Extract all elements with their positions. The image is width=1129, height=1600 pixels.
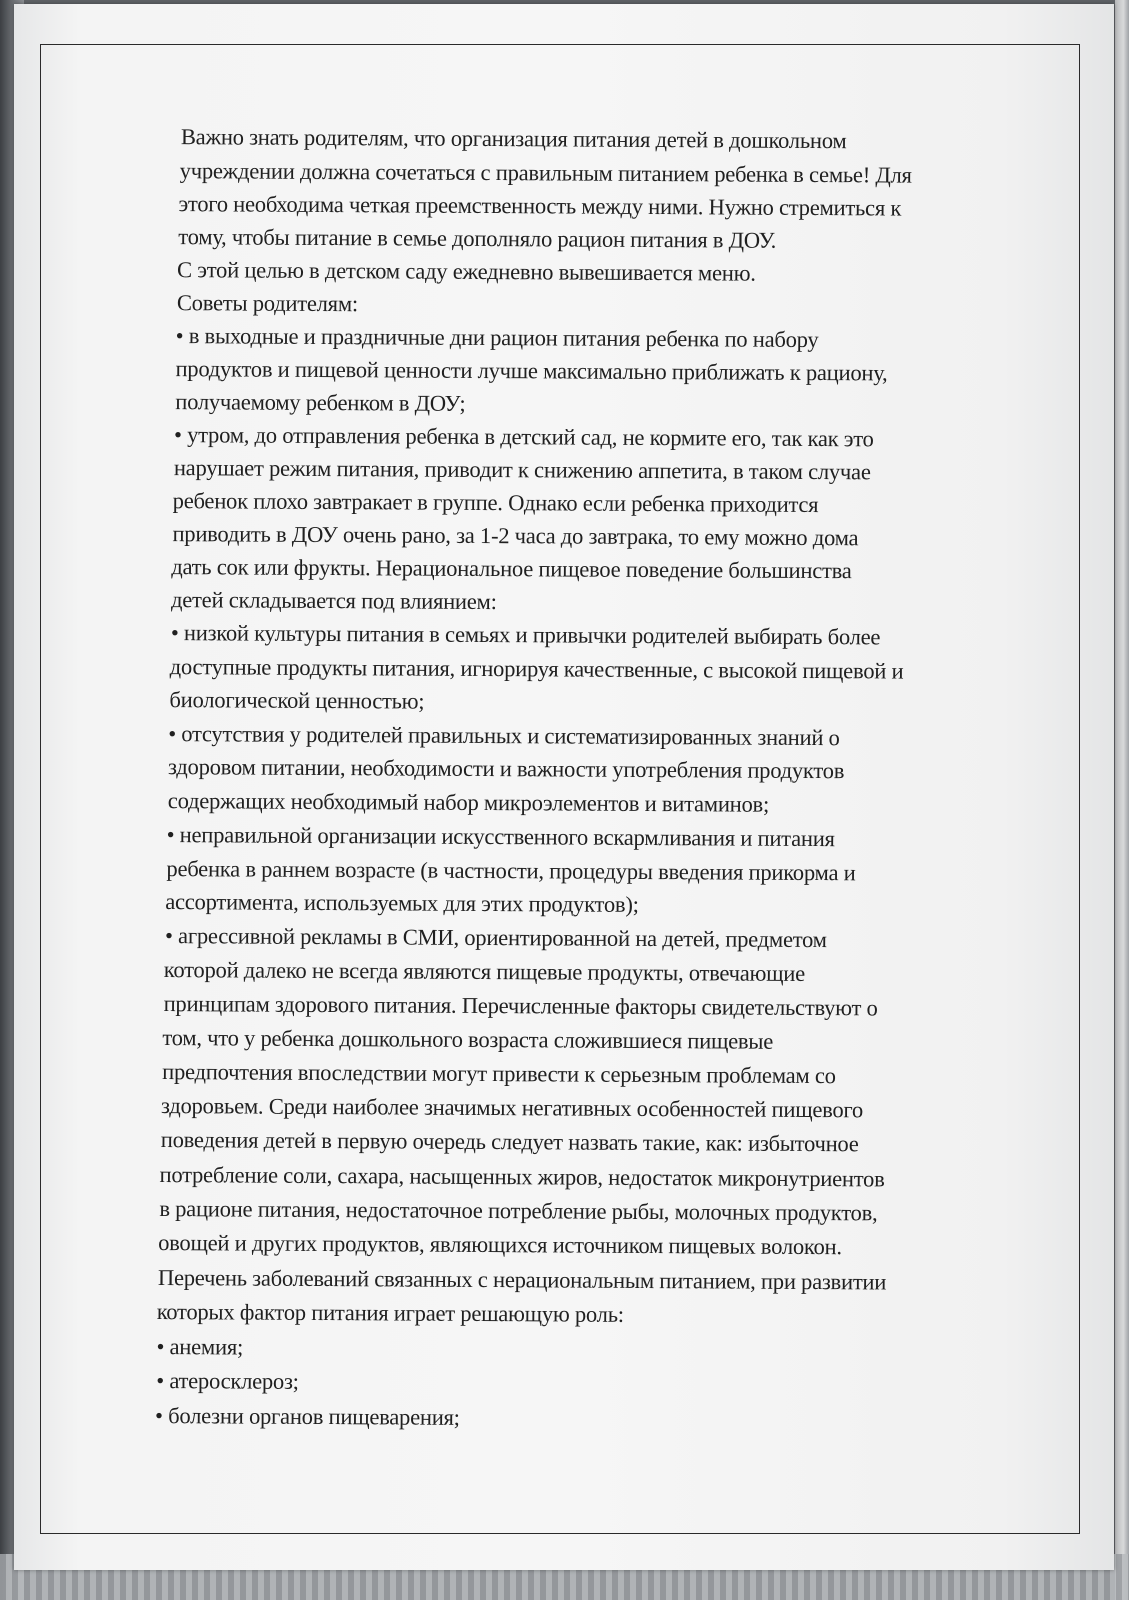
text-line: продуктов и пищевой ценности лучше максимально приближать к рациону, xyxy=(175,356,888,386)
text-line: том, что у ребенка дошкольного возраста сложившиеся пищевые xyxy=(162,1025,774,1054)
text-line: • атеросклероз; xyxy=(156,1368,299,1394)
text-line: предпочтения впоследствии могут привести к серьезным проблемам со xyxy=(162,1059,836,1089)
text-line: которой далеко не всегда являются пищевые продукты, отвечающие xyxy=(163,957,806,986)
text-line: С этой целью в детском саду ежедневно вывешивается меню. xyxy=(177,257,756,286)
text-line: в рационе питания, недостаточное потребление рыбы, молочных продуктов, xyxy=(159,1196,878,1226)
binder-edge-right xyxy=(1115,0,1129,1600)
text-line: потребление соли, сахара, насыщенных жиров, недостаток микронутриентов xyxy=(159,1162,885,1192)
text-line: учреждении должна сочетаться с правильным питанием ребенка в семье! Для xyxy=(179,158,912,188)
text-line: доступные продукты питания, игнорируя качественные, с высокой пищевой и xyxy=(169,654,904,684)
text-line: ребенка в раннем возрасте (в частности, процедуры введения прикорма и xyxy=(166,856,856,886)
text-line: овощей и других продуктов, являющихся источником пищевых волокон. xyxy=(158,1230,842,1260)
text-line: • утром, до отправления ребенка в детский сад, не кормите его, так как это xyxy=(174,422,874,452)
paper-sheet xyxy=(14,4,1114,1570)
text-line: • болезни органов пищеварения; xyxy=(155,1403,460,1430)
text-line: принципам здорового питания. Перечисленные факторы свидетельствуют о xyxy=(163,991,878,1021)
text-line: этого необходима четкая преемственность между ними. Нужно стремиться к xyxy=(178,191,902,221)
text-line: ребенок плохо завтракает в группе. Однако если ребенка приходится xyxy=(172,488,819,518)
text-line: • агрессивной рекламы в СМИ, ориентированной на детей, предметом xyxy=(164,923,827,953)
text-line: получаемому ребенком в ДОУ; xyxy=(175,389,466,416)
text-line: приводить в ДОУ очень рано, за 1-2 часа до завтрака, то ему можно дома xyxy=(172,521,859,551)
text-line: • в выходные и праздничные дни рацион питания ребенка по набору xyxy=(175,323,819,353)
text-line: ассортимента, используемых для этих продуктов); xyxy=(165,889,639,917)
text-line: • низкой культуры питания в семьях и привычки родителей выбирать более xyxy=(170,620,881,650)
text-line: тому, чтобы питание в семье дополняло рацион питания в ДОУ. xyxy=(178,224,777,253)
text-line: поведения детей в первую очередь следует назвать такие, как: избыточное xyxy=(160,1127,859,1157)
text-line: • отсутствия у родителей правильных и систематизированных знаний о xyxy=(168,721,840,751)
text-line: нарушает режим питания, приводит к снижению аппетита, в таком случае xyxy=(173,455,871,485)
text-line: которых фактор питания играет решающую роль: xyxy=(156,1299,624,1327)
text-line: содержащих необходимый набор микроэлементов и витаминов; xyxy=(167,788,770,817)
text-line: Советы родителям: xyxy=(176,290,359,317)
text-line: дать сок или фрукты. Нерациональное пищевое поведение большинства xyxy=(171,554,852,584)
text-line: биологической ценностью; xyxy=(169,687,425,714)
text-line: здоровьем. Среди наиболее значимых негативных особенностей пищевого xyxy=(160,1093,864,1123)
text-line: Важно знать родителям, что организация питания детей в дошкольном xyxy=(180,124,847,154)
text-line: здоровом питании, необходимости и важности употребления продуктов xyxy=(167,754,845,784)
text-line: детей складывается под влиянием: xyxy=(171,587,497,615)
text-line: • неправильной организации искусственного вскармливания и питания xyxy=(166,822,835,852)
text-line: Перечень заболеваний связанных с нерациональным питанием, при развитии xyxy=(157,1265,887,1295)
text-line: • анемия; xyxy=(156,1334,244,1360)
